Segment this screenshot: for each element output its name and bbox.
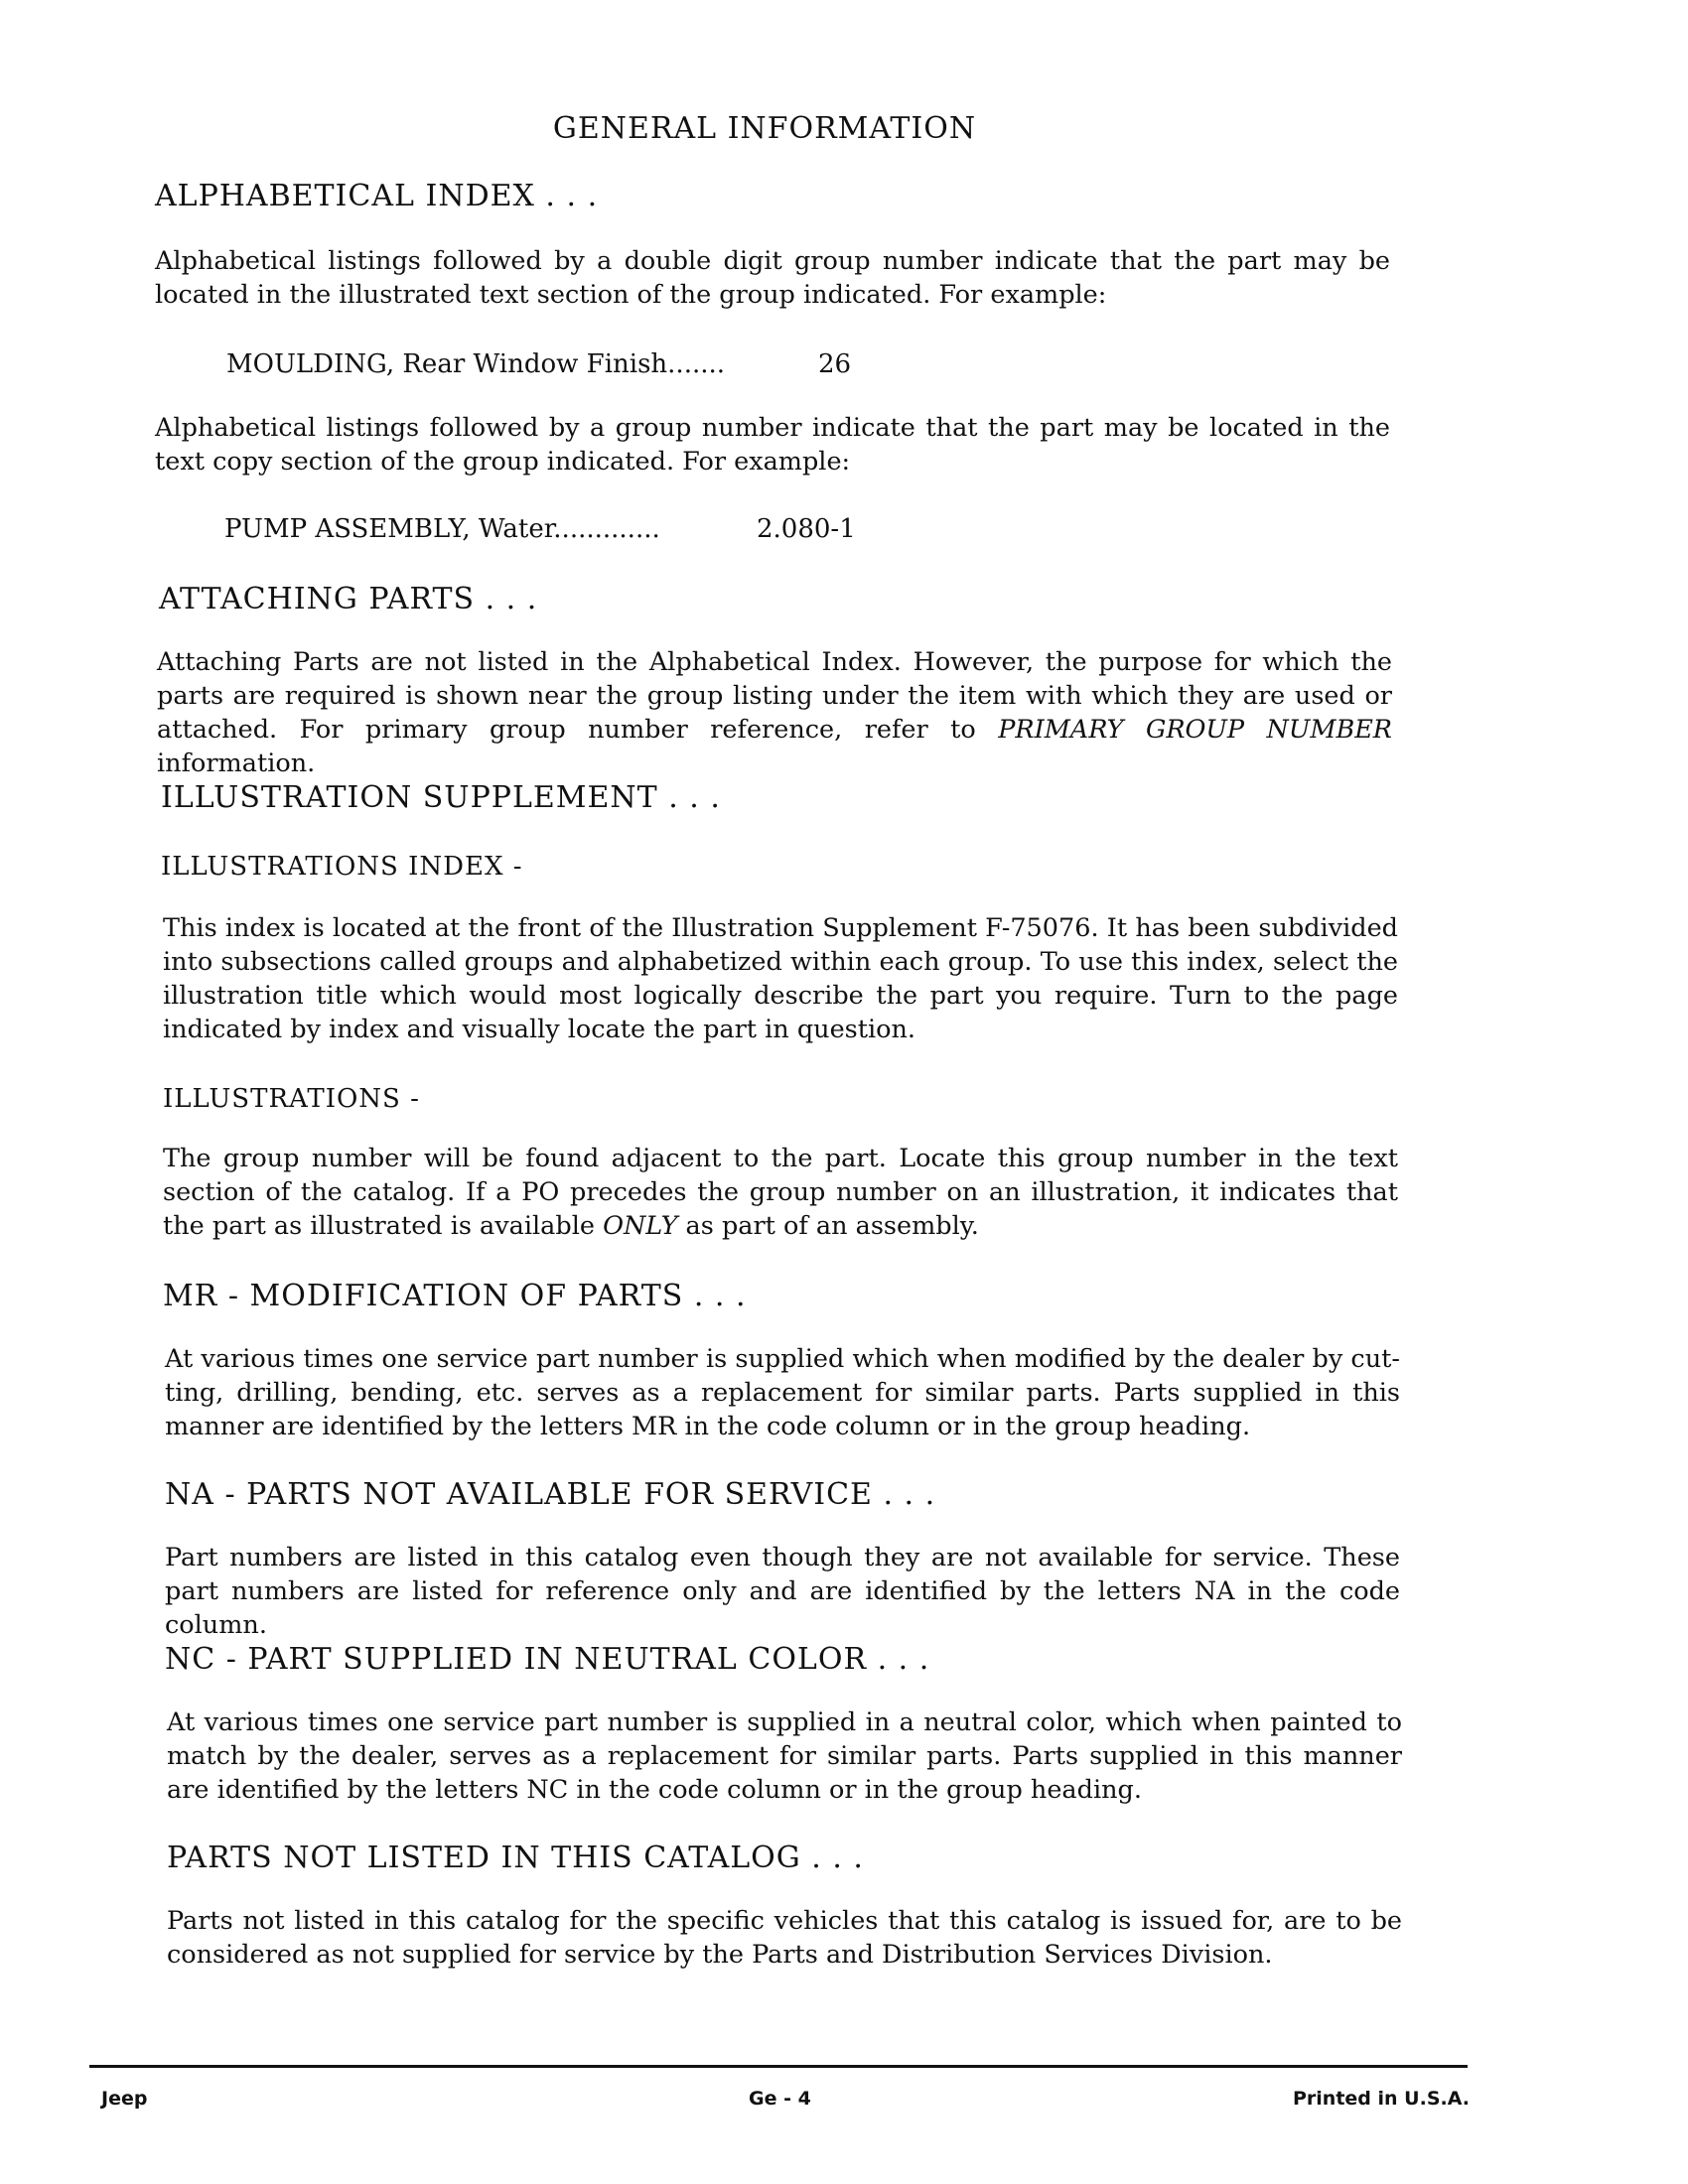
subheading-illustrations-index: ILLUSTRATIONS INDEX -	[161, 852, 523, 882]
attaching-text: Attaching Parts are not listed in the Alphabetical Index. However, the purpose for which the parts are required is shown near the group listing under the item with which they are used or attached. For primary group number reference, refer to	[157, 647, 1392, 745]
example-moulding-label: MOULDING, Rear Window Finish.......	[226, 349, 726, 379]
paragraph-parts-not-listed: Parts not listed in this catalog for the specific vehicles that this catalog is issued for, are to be considered as not supplied for service by the Parts and Distribution Services Division.	[167, 1906, 1402, 1970]
section-heading-parts-not-listed: PARTS NOT LISTED IN THIS CATALOG . . .	[167, 1841, 864, 1875]
footer-rule	[89, 2065, 1468, 2068]
subheading-illustrations: ILLUSTRATIONS -	[163, 1084, 420, 1114]
section-heading-mr: MR - MODIFICATION OF PARTS . . .	[163, 1279, 747, 1313]
section-heading-illustration-supplement: ILLUSTRATION SUPPLEMENT . . .	[161, 780, 721, 815]
section-heading-nc: NC - PART SUPPLIED IN NEUTRAL COLOR . . .	[165, 1642, 930, 1677]
paragraph-alphabetical-1: Alphabetical listings followed by a double digit group number indicate that the part may be located in the illustrated text section of the group indicated. For example:	[155, 246, 1390, 310]
section-heading-alphabetical-index: ALPHABETICAL INDEX . . .	[155, 179, 599, 213]
only-emphasis: ONLY	[603, 1211, 678, 1241]
attaching-text-end: information.	[157, 749, 316, 778]
paragraph-attaching-parts	[157, 645, 1392, 780]
illustrations-text-end: as part of an assembly.	[685, 1211, 979, 1241]
example-pump-group: 2.080-1	[757, 514, 856, 544]
section-heading-attaching-parts: ATTACHING PARTS . . .	[159, 582, 538, 616]
example-pump	[224, 514, 856, 544]
paragraph-nc: At various times one service part number is supplied in a neutral color, which when painted to match by the dealer, serves as a replacement for similar parts. Parts supplied in this manner are identified by the letters NC in the code column or in the group heading.	[167, 1707, 1402, 1805]
paragraph-mr: At various times one service part number is supplied which when modified by the dealer by cut- ting, drilling, bending, etc. serves as a replacement for similar parts. Parts supplied in this manner are identified by the letters MR in the code column or in the group heading.	[165, 1344, 1400, 1441]
paragraph-alphabetical-2: Alphabetical listings followed by a group number indicate that the part may be located in the text copy section of the group indicated. For example:	[155, 413, 1390, 477]
paragraph-illustrations-index: This index is located at the front of the Illustration Supplement F-75076. It has been subdivided into subsections called groups and alphabetized within each group. To use this index, select the illustration title which would most logically describe the part you require. Turn to the page indicated by index and visually locate the part in question.	[163, 913, 1398, 1044]
example-moulding	[226, 349, 852, 379]
footer-brand: Jeep	[101, 2088, 148, 2110]
footer-page-number: Ge - 4	[749, 2088, 811, 2110]
paragraph-illustrations	[163, 1142, 1398, 1243]
section-heading-na: NA - PARTS NOT AVAILABLE FOR SERVICE . . .	[165, 1477, 936, 1512]
page-title: GENERAL INFORMATION	[552, 111, 977, 146]
paragraph-na: Part numbers are listed in this catalog even though they are not available for service. These part numbers are listed for reference only and are identified by the letters NA in the code column.	[165, 1543, 1400, 1640]
example-pump-label: PUMP ASSEMBLY, Water.............	[224, 514, 660, 544]
illustrations-text: The group number will be found adjacent to the part. Locate this group number in the text section of the catalog. If a PO precedes the group number on an illustration, it indicates that the part as illustrated is available	[163, 1144, 1398, 1241]
primary-group-number-reference: PRIMARY GROUP NUMBER	[998, 715, 1393, 745]
example-moulding-group: 26	[818, 349, 852, 379]
footer-printed-in: Printed in U.S.A.	[1293, 2088, 1470, 2110]
